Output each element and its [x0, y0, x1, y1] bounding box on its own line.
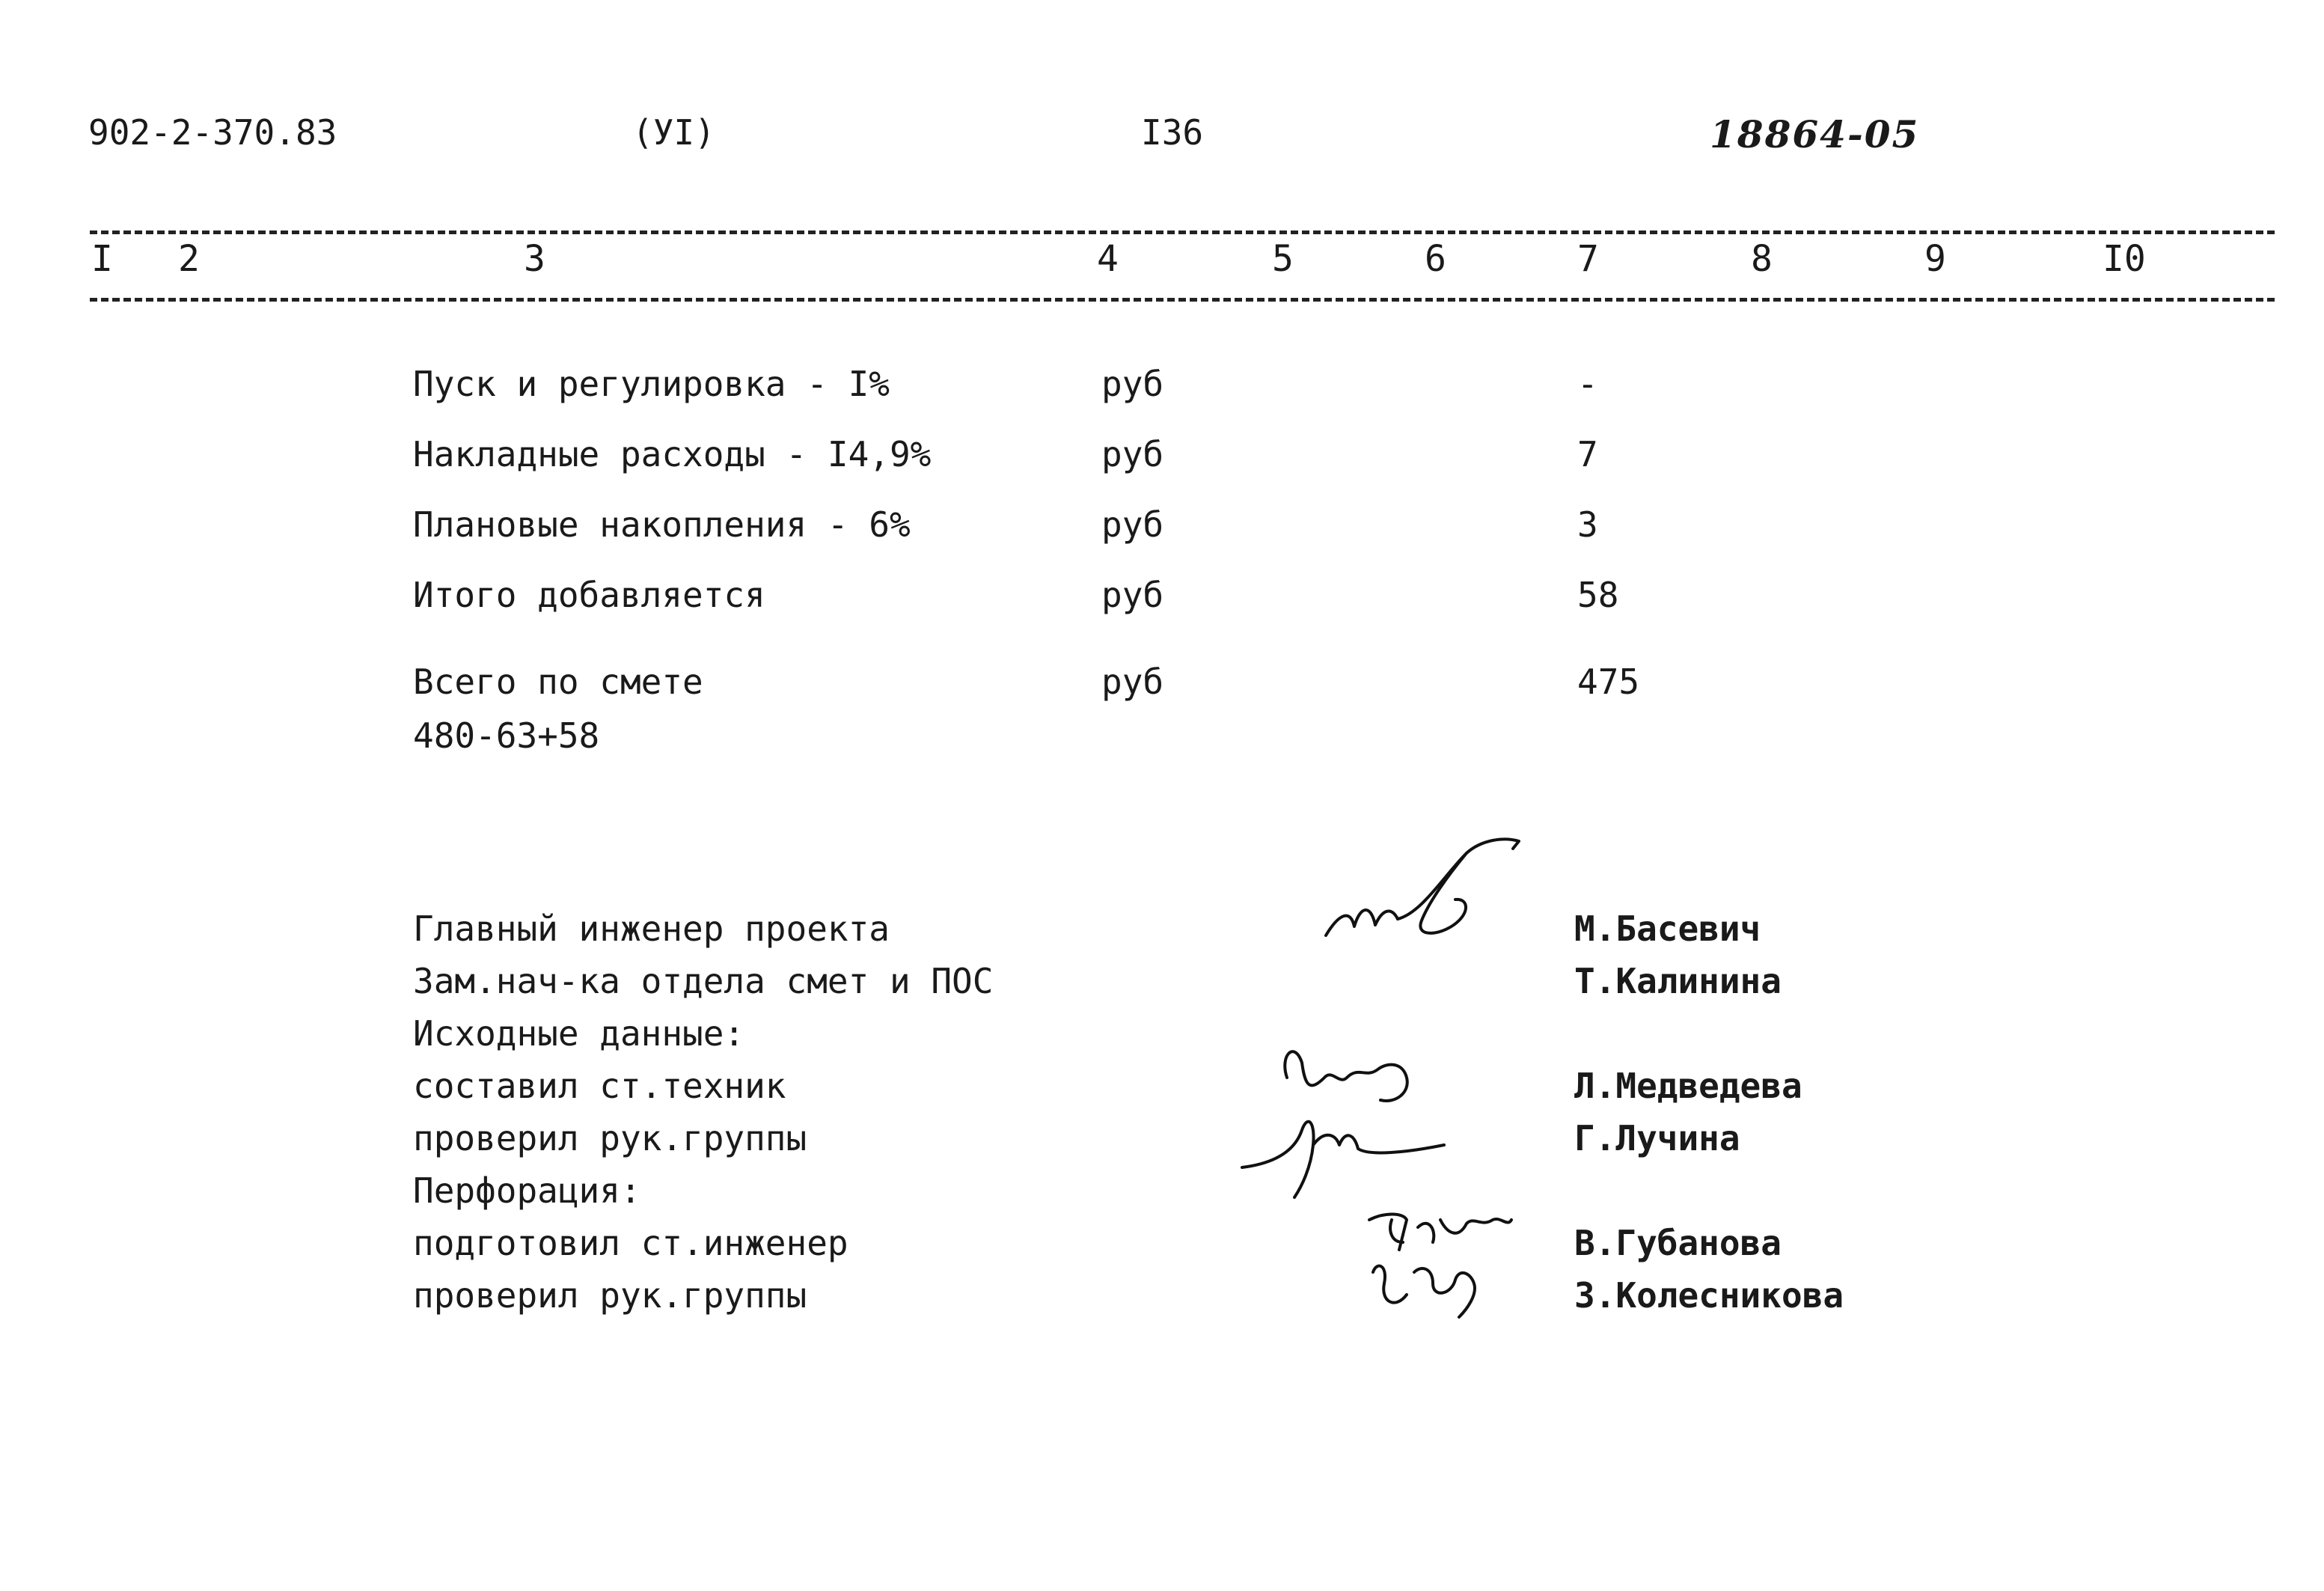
signature-basevich: [1317, 831, 1541, 950]
column-number-8: 8: [1751, 238, 1773, 280]
name-basevich: М.Басевич: [1574, 909, 1761, 949]
dashed-rule-bottom: [90, 298, 2275, 302]
name-medvedeva: Л.Медведева: [1574, 1066, 1802, 1106]
role-chief-engineer: Главный инженер проекта: [413, 909, 890, 949]
row-label-startup: Пуск и регулировка - I%: [413, 364, 890, 404]
column-number-6: 6: [1425, 238, 1446, 280]
signature-medvedeva-luchina: [1227, 1033, 1481, 1212]
page-number: I36: [1141, 112, 1204, 153]
row-formula-grand-total: 480-63+58: [413, 715, 600, 756]
row-value-grand-total: 475: [1577, 662, 1640, 702]
role-checked-by-1: проверил рук.группы: [413, 1118, 807, 1158]
role-prepared-by: подготовил ст.инженер: [413, 1223, 848, 1263]
role-checked-by-2: проверил рук.группы: [413, 1275, 807, 1316]
column-number-4: 4: [1097, 238, 1119, 280]
row-value-total-added: 58: [1577, 575, 1619, 615]
row-value-planned-savings: 3: [1577, 504, 1598, 545]
column-number-10: I0: [2103, 238, 2146, 280]
row-label-total-added: Итого добавляется: [413, 575, 765, 615]
row-unit-total-added: руб: [1101, 575, 1164, 615]
column-number-5: 5: [1272, 238, 1294, 280]
section-label: (УI): [632, 112, 715, 153]
role-compiled-by: составил ст.техник: [413, 1066, 786, 1106]
column-number-9: 9: [1924, 238, 1946, 280]
row-value-overhead: 7: [1577, 434, 1598, 474]
name-luchina: Г.Лучина: [1574, 1118, 1740, 1158]
heading-source-data: Исходные данные:: [413, 1013, 745, 1054]
row-value-startup: -: [1577, 364, 1598, 404]
row-unit-startup: руб: [1101, 364, 1164, 404]
name-kalinina: Т.Калинина: [1574, 961, 1782, 1001]
document-code: 902-2-370.83: [88, 112, 337, 153]
row-label-grand-total: Всего по смете: [413, 662, 703, 702]
heading-perforation: Перфорация:: [413, 1170, 641, 1211]
signature-gubanova-kolesnikova: [1362, 1197, 1526, 1325]
column-number-7: 7: [1577, 238, 1599, 280]
row-label-planned-savings: Плановые накопления - 6%: [413, 504, 911, 545]
row-label-overhead: Накладные расходы - I4,9%: [413, 434, 932, 474]
column-number-3: 3: [524, 238, 545, 280]
row-unit-overhead: руб: [1101, 434, 1164, 474]
column-number-2: 2: [178, 238, 200, 280]
row-unit-grand-total: руб: [1101, 662, 1164, 702]
column-number-1: I: [91, 238, 113, 280]
dashed-rule-top: [90, 230, 2275, 234]
name-kolesnikova: З.Колесникова: [1574, 1275, 1844, 1316]
name-gubanova: В.Губанова: [1574, 1223, 1782, 1263]
row-unit-planned-savings: руб: [1101, 504, 1164, 545]
handwritten-number: 18864-05: [1710, 112, 1920, 156]
role-deputy-head: Зам.нач-ка отдела смет и ПОС: [413, 961, 994, 1001]
